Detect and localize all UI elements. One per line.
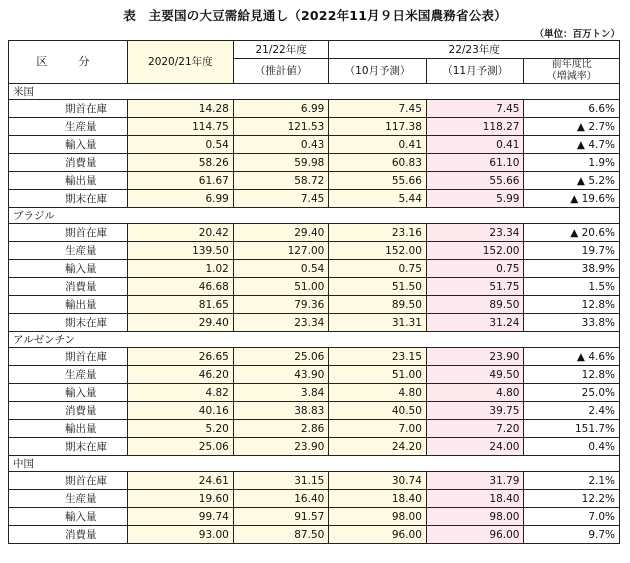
table-row xyxy=(9,242,620,260)
cell-chg: 12.2% xyxy=(524,490,620,508)
table-row xyxy=(9,154,620,172)
cell-y2122: 58.72 xyxy=(233,172,328,190)
row-label: 期首在庫 xyxy=(9,348,128,366)
table-row xyxy=(9,438,620,456)
row-label: 期末在庫 xyxy=(9,314,128,332)
cell-y2122: 91.57 xyxy=(233,508,328,526)
cell-oct: 51.00 xyxy=(329,366,427,384)
row-label: 輸出量 xyxy=(9,172,128,190)
cell-nov: 31.24 xyxy=(426,314,524,332)
cell-nov: 89.50 xyxy=(426,296,524,314)
country-row-spacer xyxy=(127,208,619,224)
cell-nov: 0.41 xyxy=(426,136,524,154)
cell-nov: 23.34 xyxy=(426,224,524,242)
cell-y2020: 24.61 xyxy=(127,472,233,490)
row-label: 輸出量 xyxy=(9,296,128,314)
table-row xyxy=(9,190,620,208)
table-title: 表 主要国の大豆需給見通し（2022年11月９日米国農務省公表） xyxy=(123,8,507,23)
unit-note: （単位：百万トン） xyxy=(534,29,620,40)
cell-chg: 38.9% xyxy=(524,260,620,278)
row-label: 期末在庫 xyxy=(9,190,128,208)
cell-chg: 1.9% xyxy=(524,154,620,172)
cell-nov: 23.90 xyxy=(426,348,524,366)
country-row xyxy=(9,208,620,224)
cell-y2020: 93.00 xyxy=(127,526,233,544)
row-label: 期首在庫 xyxy=(9,100,128,118)
row-label: 輸入量 xyxy=(9,260,128,278)
cell-chg: 6.6% xyxy=(524,100,620,118)
cell-y2020: 46.68 xyxy=(127,278,233,296)
table-row xyxy=(9,420,620,438)
cell-y2122: 7.45 xyxy=(233,190,328,208)
cell-nov: 31.79 xyxy=(426,472,524,490)
country-name: 米国 xyxy=(9,84,128,100)
country-name: 中国 xyxy=(9,456,128,472)
cell-y2122: 38.83 xyxy=(233,402,328,420)
cell-y2122: 87.50 xyxy=(233,526,328,544)
cell-oct: 30.74 xyxy=(329,472,427,490)
header-change-line1: 前年度比 xyxy=(551,59,592,70)
header-2223: 22/23年度 xyxy=(329,41,620,59)
cell-chg: 33.8% xyxy=(524,314,620,332)
table-row xyxy=(9,278,620,296)
country-name: ブラジル xyxy=(9,208,128,224)
cell-nov: 24.00 xyxy=(426,438,524,456)
header-2020: 2020/21年度 xyxy=(127,41,233,84)
cell-y2020: 46.20 xyxy=(127,366,233,384)
header-2122: 21/22年度 xyxy=(233,41,328,59)
row-label: 輸入量 xyxy=(9,136,128,154)
cell-y2020: 114.75 xyxy=(127,118,233,136)
table-row xyxy=(9,490,620,508)
cell-chg: 7.0% xyxy=(524,508,620,526)
row-label: 期首在庫 xyxy=(9,472,128,490)
cell-y2020: 14.28 xyxy=(127,100,233,118)
country-name: アルゼンチン xyxy=(9,332,128,348)
cell-nov: 55.66 xyxy=(426,172,524,190)
row-label: 生産量 xyxy=(9,490,128,508)
cell-y2122: 0.43 xyxy=(233,136,328,154)
cell-y2020: 6.99 xyxy=(127,190,233,208)
row-label: 消費量 xyxy=(9,402,128,420)
row-label: 生産量 xyxy=(9,242,128,260)
cell-y2020: 139.50 xyxy=(127,242,233,260)
cell-y2122: 29.40 xyxy=(233,224,328,242)
cell-y2122: 59.98 xyxy=(233,154,328,172)
row-label: 生産量 xyxy=(9,366,128,384)
cell-chg: 2.1% xyxy=(524,472,620,490)
header-estimate: （推計値） xyxy=(233,59,328,84)
table-row xyxy=(9,402,620,420)
header-change-line2: （増減率） xyxy=(546,71,597,82)
table-row xyxy=(9,224,620,242)
cell-y2020: 29.40 xyxy=(127,314,233,332)
cell-chg: ▲ 4.6% xyxy=(524,348,620,366)
table-row xyxy=(9,508,620,526)
cell-y2020: 26.65 xyxy=(127,348,233,366)
cell-y2020: 58.26 xyxy=(127,154,233,172)
country-row-spacer xyxy=(127,456,619,472)
cell-y2122: 2.86 xyxy=(233,420,328,438)
table-body xyxy=(9,84,620,544)
cell-y2020: 61.67 xyxy=(127,172,233,190)
row-label: 期末在庫 xyxy=(9,438,128,456)
cell-y2020: 81.65 xyxy=(127,296,233,314)
cell-nov: 152.00 xyxy=(426,242,524,260)
cell-y2122: 43.90 xyxy=(233,366,328,384)
row-label: 消費量 xyxy=(9,154,128,172)
row-label: 輸出量 xyxy=(9,420,128,438)
table-row xyxy=(9,366,620,384)
table-row xyxy=(9,260,620,278)
row-label: 期首在庫 xyxy=(9,224,128,242)
row-label: 輸入量 xyxy=(9,384,128,402)
table-row xyxy=(9,118,620,136)
cell-y2122: 23.34 xyxy=(233,314,328,332)
cell-nov: 39.75 xyxy=(426,402,524,420)
cell-y2122: 121.53 xyxy=(233,118,328,136)
table-row xyxy=(9,296,620,314)
cell-chg: 25.0% xyxy=(524,384,620,402)
table-row xyxy=(9,472,620,490)
cell-chg: ▲ 5.2% xyxy=(524,172,620,190)
table-row xyxy=(9,314,620,332)
cell-oct: 55.66 xyxy=(329,172,427,190)
cell-chg: 9.7% xyxy=(524,526,620,544)
cell-chg: 151.7% xyxy=(524,420,620,438)
cell-oct: 24.20 xyxy=(329,438,427,456)
cell-oct: 89.50 xyxy=(329,296,427,314)
cell-nov: 0.75 xyxy=(426,260,524,278)
cell-chg: 19.7% xyxy=(524,242,620,260)
cell-y2020: 19.60 xyxy=(127,490,233,508)
cell-chg: ▲ 2.7% xyxy=(524,118,620,136)
cell-oct: 0.41 xyxy=(329,136,427,154)
cell-oct: 40.50 xyxy=(329,402,427,420)
cell-oct: 152.00 xyxy=(329,242,427,260)
cell-y2020: 40.16 xyxy=(127,402,233,420)
row-label: 輸入量 xyxy=(9,508,128,526)
soybean-table xyxy=(8,40,620,544)
cell-nov: 51.75 xyxy=(426,278,524,296)
row-label: 消費量 xyxy=(9,278,128,296)
table-row xyxy=(9,172,620,190)
cell-y2122: 3.84 xyxy=(233,384,328,402)
header-change xyxy=(524,59,620,84)
cell-y2020: 5.20 xyxy=(127,420,233,438)
cell-y2122: 79.36 xyxy=(233,296,328,314)
cell-chg: 12.8% xyxy=(524,296,620,314)
cell-nov: 49.50 xyxy=(426,366,524,384)
header-category: 区 分 xyxy=(9,41,128,84)
cell-y2122: 51.00 xyxy=(233,278,328,296)
cell-oct: 96.00 xyxy=(329,526,427,544)
cell-oct: 60.83 xyxy=(329,154,427,172)
cell-oct: 18.40 xyxy=(329,490,427,508)
cell-y2122: 127.00 xyxy=(233,242,328,260)
cell-oct: 98.00 xyxy=(329,508,427,526)
row-label: 消費量 xyxy=(9,526,128,544)
cell-oct: 4.80 xyxy=(329,384,427,402)
cell-nov: 96.00 xyxy=(426,526,524,544)
cell-nov: 61.10 xyxy=(426,154,524,172)
cell-y2020: 1.02 xyxy=(127,260,233,278)
row-label: 生産量 xyxy=(9,118,128,136)
cell-y2122: 25.06 xyxy=(233,348,328,366)
cell-nov: 5.99 xyxy=(426,190,524,208)
cell-oct: 0.75 xyxy=(329,260,427,278)
cell-y2122: 6.99 xyxy=(233,100,328,118)
cell-oct: 31.31 xyxy=(329,314,427,332)
cell-chg: ▲ 4.7% xyxy=(524,136,620,154)
cell-nov: 118.27 xyxy=(426,118,524,136)
table-row xyxy=(9,348,620,366)
cell-y2122: 23.90 xyxy=(233,438,328,456)
country-row xyxy=(9,332,620,348)
cell-y2122: 0.54 xyxy=(233,260,328,278)
cell-oct: 51.50 xyxy=(329,278,427,296)
cell-oct: 23.16 xyxy=(329,224,427,242)
cell-oct: 23.15 xyxy=(329,348,427,366)
cell-chg: ▲ 20.6% xyxy=(524,224,620,242)
cell-y2020: 4.82 xyxy=(127,384,233,402)
cell-chg: 0.4% xyxy=(524,438,620,456)
header-november: （11月予測） xyxy=(426,59,524,84)
country-row xyxy=(9,456,620,472)
cell-y2020: 20.42 xyxy=(127,224,233,242)
cell-chg: ▲ 19.6% xyxy=(524,190,620,208)
table-row xyxy=(9,526,620,544)
country-row-spacer xyxy=(127,332,619,348)
cell-oct: 117.38 xyxy=(329,118,427,136)
cell-y2122: 16.40 xyxy=(233,490,328,508)
cell-nov: 98.00 xyxy=(426,508,524,526)
cell-chg: 12.8% xyxy=(524,366,620,384)
header-october: （10月予測） xyxy=(329,59,427,84)
cell-nov: 18.40 xyxy=(426,490,524,508)
table-header xyxy=(9,41,620,84)
cell-chg: 2.4% xyxy=(524,402,620,420)
cell-chg: 1.5% xyxy=(524,278,620,296)
cell-y2020: 25.06 xyxy=(127,438,233,456)
cell-nov: 7.45 xyxy=(426,100,524,118)
cell-oct: 7.00 xyxy=(329,420,427,438)
country-row xyxy=(9,84,620,100)
table-row xyxy=(9,136,620,154)
cell-oct: 5.44 xyxy=(329,190,427,208)
cell-y2122: 31.15 xyxy=(233,472,328,490)
cell-nov: 4.80 xyxy=(426,384,524,402)
cell-nov: 7.20 xyxy=(426,420,524,438)
cell-y2020: 0.54 xyxy=(127,136,233,154)
table-row xyxy=(9,100,620,118)
cell-oct: 7.45 xyxy=(329,100,427,118)
country-row-spacer xyxy=(127,84,619,100)
cell-y2020: 99.74 xyxy=(127,508,233,526)
table-row xyxy=(9,384,620,402)
